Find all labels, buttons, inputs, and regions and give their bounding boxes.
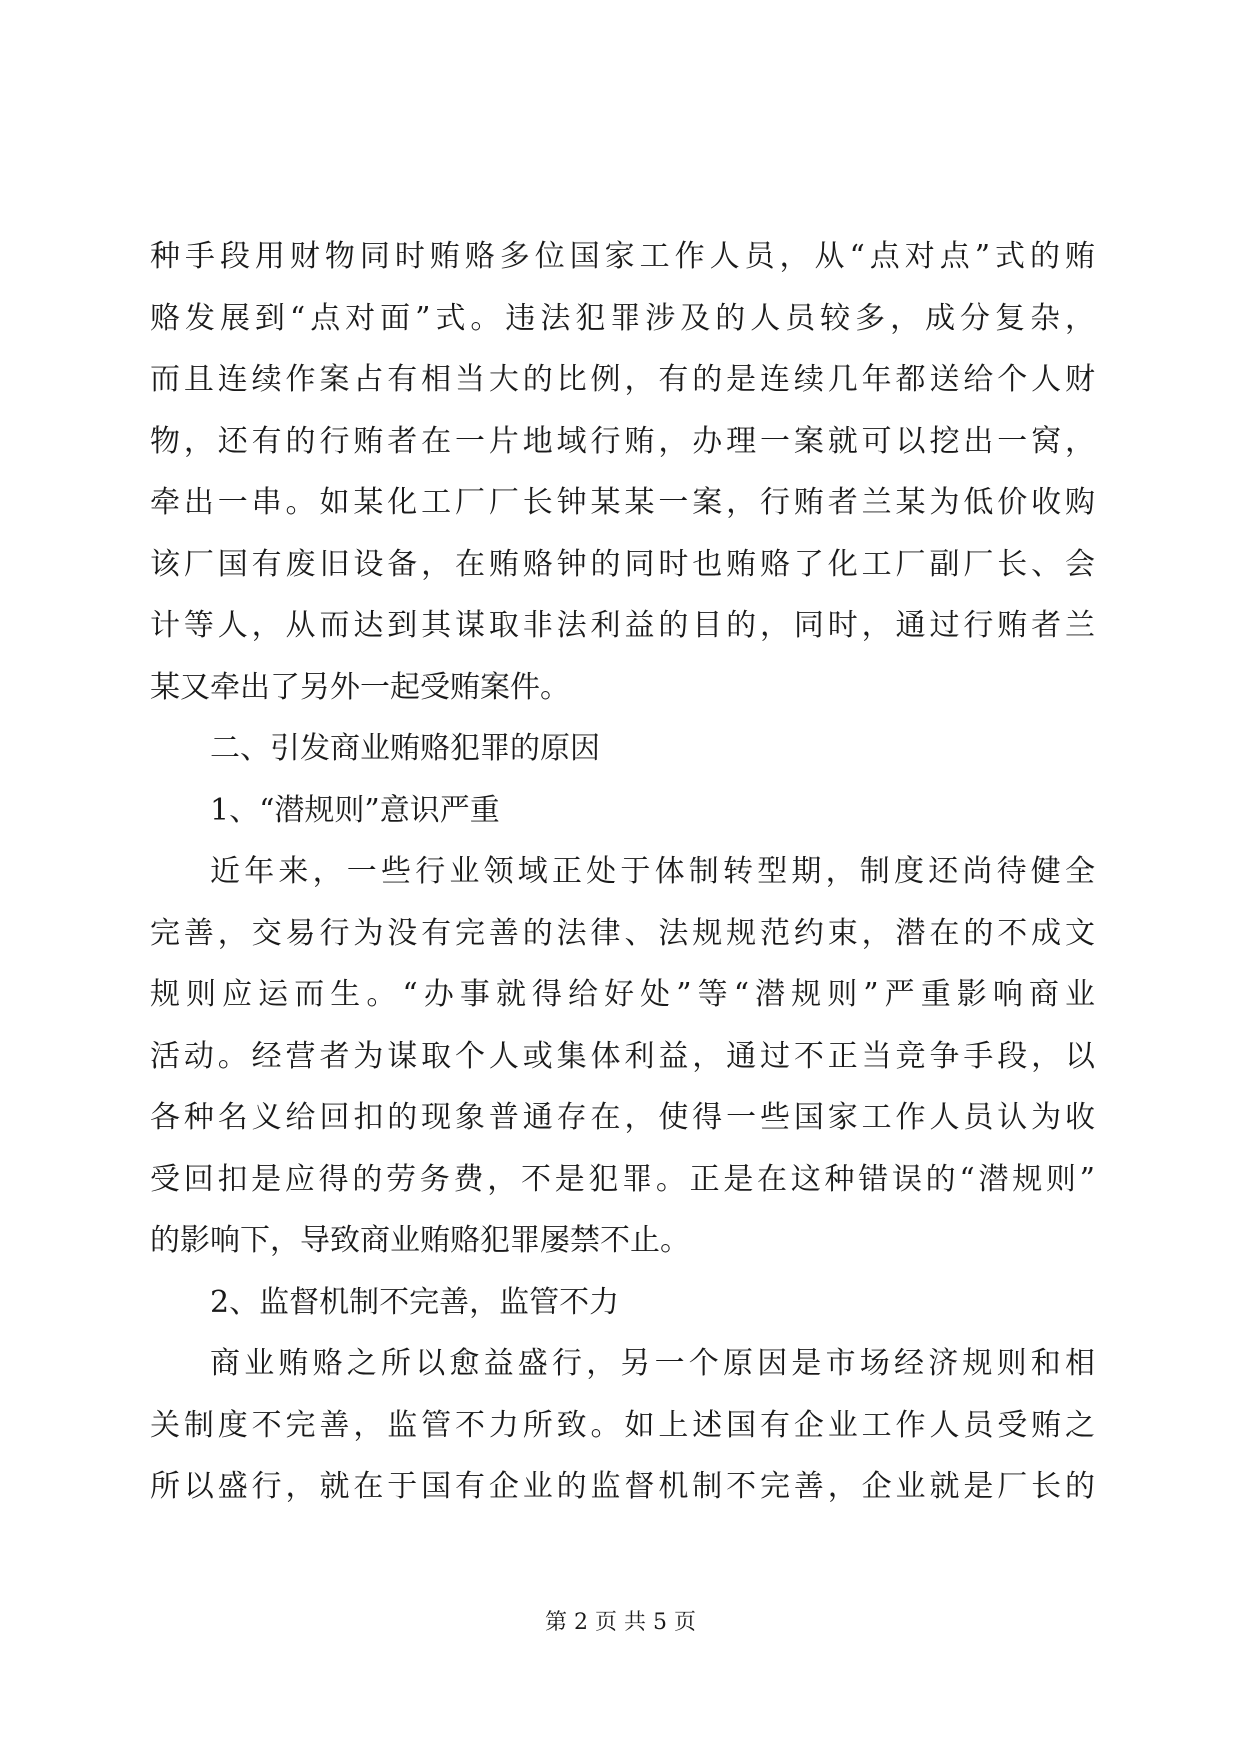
text-line: 近年来，一些行业领域正处于体制转型期，制度还尚待健全 <box>210 854 1095 889</box>
text-line: 1、“潜规则”意识严重 <box>210 792 500 828</box>
text-line: 而且连续作案占有相当大的比例，有的是连续几年都送给个人财 <box>150 362 1095 397</box>
text-line: 关制度不完善，监管不力所致。如上述国有企业工作人员受贿之 <box>150 1407 1095 1443</box>
text-line: 受回扣是应得的劳务费，不是犯罪。正是在这种错误的“潜规则” <box>150 1161 1095 1197</box>
text-line: 赂发展到“点对面”式。违法犯罪涉及的人员较多，成分复杂， <box>150 300 1095 336</box>
text-line: 活动。经营者为谋取个人或集体利益，通过不正当竞争手段，以 <box>150 1038 1095 1074</box>
text-line: 牵出一串。如某化工厂厂长钟某某一案，行贿者兰某为低价收购 <box>150 485 1095 520</box>
text-line: 的影响下，导致商业贿赂犯罪屡禁不止。 <box>150 1223 690 1258</box>
text-line: 种手段用财物同时贿赂多位国家工作人员，从“点对点”式的贿 <box>150 239 1095 274</box>
text-line: 各种名义给回扣的现象普通存在，使得一些国家工作人员认为收 <box>150 1100 1095 1135</box>
document-body <box>150 226 1095 1518</box>
text-line: 完善，交易行为没有完善的法律、法规规范约束，潜在的不成文 <box>150 915 1095 951</box>
text-line: 物，还有的行贿者在一片地域行贿，办理一案就可以挖出一窝， <box>150 423 1095 459</box>
text-line: 所以盛行，就在于国有企业的监督机制不完善，企业就是厂长的 <box>150 1469 1095 1504</box>
text-line: 规则应运而生。“办事就得给好处”等“潜规则”严重影响商业 <box>150 977 1095 1012</box>
text-line: 某又牵出了另外一起受贿案件。 <box>150 669 570 705</box>
page-footer: 第 2 页 共 5 页 <box>545 1610 696 1635</box>
text-line: 商业贿赂之所以愈益盛行，另一个原因是市场经济规则和相 <box>210 1346 1095 1381</box>
text-line: 二、引发商业贿赂犯罪的原因 <box>210 731 600 766</box>
text-line: 计等人，从而达到其谋取非法利益的目的，同时，通过行贿者兰 <box>150 608 1095 643</box>
text-line: 该厂国有废旧设备，在贿赂钟的同时也贿赂了化工厂副厂长、会 <box>150 546 1095 582</box>
text-line: 2、监督机制不完善，监管不力 <box>210 1284 620 1320</box>
